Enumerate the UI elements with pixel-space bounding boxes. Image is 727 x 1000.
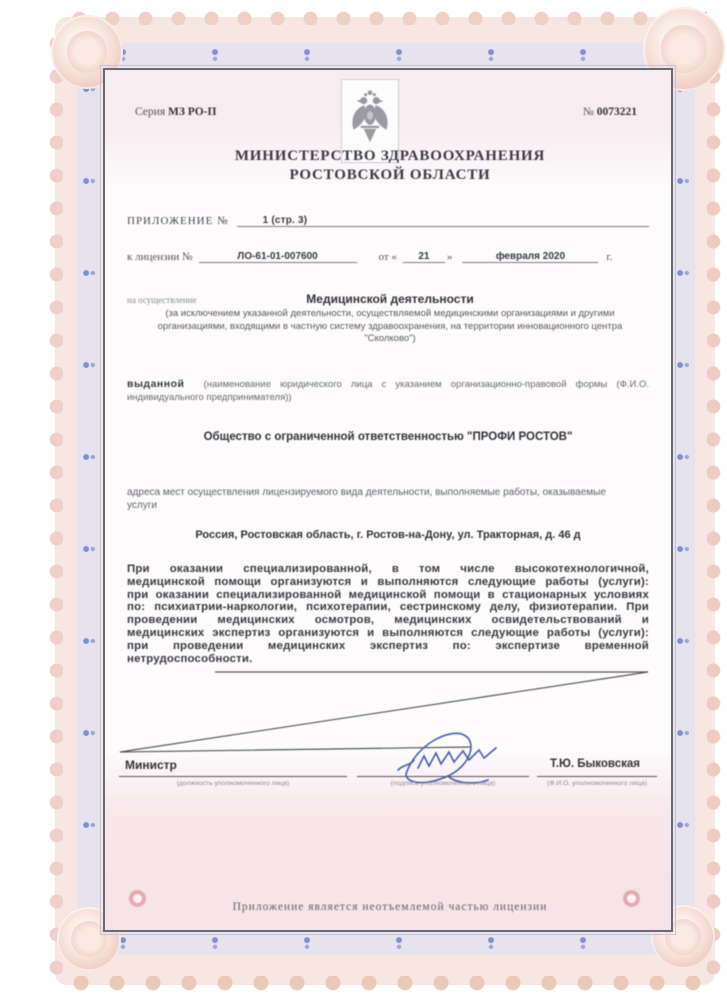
signer-position-caption: (должность уполномоченного лица) (176, 780, 290, 787)
signature-line-position (119, 776, 347, 777)
address-value: Россия, Ростовская область, г. Ростов-на-Дону, ул. Тракторная, д. 46 д (195, 529, 581, 541)
series-label: Серия (135, 106, 166, 118)
document-body (103, 68, 673, 932)
eagle-icon (348, 86, 392, 156)
annex-label: ПРИЛОЖЕНИЕ № (127, 215, 229, 227)
signer-name: Т.Ю. Быковская (550, 758, 640, 770)
ministry-title-line1: МИНИСТЕРСТВО ЗДРАВООХРАНЕНИЯ (234, 148, 546, 164)
ministry-title-line2: РОСТОВСКОЙ ОБЛАСТИ (289, 167, 491, 183)
z-strike-line (120, 672, 648, 752)
license-number: ЛО-61-01-007600 (199, 251, 357, 263)
license-date-prefix: от « (378, 251, 397, 263)
number-value: 0073221 (596, 106, 637, 118)
number-label: № (582, 106, 594, 118)
license-label: к лицензии № (127, 251, 193, 263)
border-scallop-top (63, 11, 707, 25)
activity-title: Медицинской деятельности (306, 292, 474, 306)
signature-line-sign (357, 776, 529, 777)
border-band-left (77, 43, 101, 955)
license-day: 21 (403, 251, 445, 263)
organization-name: Общество с ограниченной ответственностью "ПРОФИ РОСТОВ" (203, 431, 573, 443)
signature-line-name (537, 776, 657, 777)
issued-caption: (наименование юридического лица с указанием организационно-правовой формы (Ф.И.О. индивидуального предпринимателя)) (127, 379, 649, 403)
activity-label: на осуществление (127, 295, 197, 305)
border-scallop-left (49, 27, 63, 975)
issued-label: выданной (127, 378, 185, 390)
activity-note: (за исключением указанной деятельности, осуществляемой медицинскими организациями и другими организациями, входящими в частную систему здравоохранения, на территории инновационного центра "Сколково") (157, 308, 623, 344)
address-label: адреса мест осуществления лицензируемого вида деятельности, выполняемые работы, оказываемые услуги (127, 487, 606, 511)
annex-value: 1 (стр. 3) (262, 215, 308, 226)
license-month-year: февраля 2020 (462, 251, 598, 263)
signer-name-caption: (Ф.И.О. уполномоченного лица) (547, 780, 647, 787)
signer-position: Министр (125, 758, 177, 772)
document-content (105, 70, 671, 930)
series-value: МЗ РО-П (167, 106, 217, 118)
border-band-bottom (77, 931, 695, 955)
license-year-suffix: г. (606, 251, 613, 263)
license-row (127, 251, 649, 263)
issued-block (127, 378, 649, 404)
license-quote-close: » (446, 251, 453, 263)
border-scallop-bottom (63, 976, 707, 991)
border-scallop-right (707, 27, 721, 975)
border-band-top (77, 43, 695, 67)
annex-underline (237, 214, 649, 227)
works-paragraph: При оказании специализированной, в том числе высокотехнологичной, медицинской помощи организуются и выполняются следующие работы (услуги): при оказании специализированной медицинской помощи в стационарных условиях по: психиатрии-наркологии, психотерапии, сестринскому делу, физиотерапии. При проведении медицинских осмотров, медицинских освидетельствований и медицинских экспертиз организуются и выполняются следующие работы (услуги): при проведении медицинских экспертиз по: экспертизе временной нетрудоспособности. (127, 563, 649, 665)
footer-note: Приложение является неотъемлемой частью лицензии (232, 901, 548, 913)
annex-row (127, 214, 649, 227)
ministry-title (125, 147, 655, 185)
signature-caption: (подпись уполномоченного лица) (390, 780, 496, 787)
seal-ring-left (129, 890, 146, 907)
border-band-right (671, 43, 695, 955)
